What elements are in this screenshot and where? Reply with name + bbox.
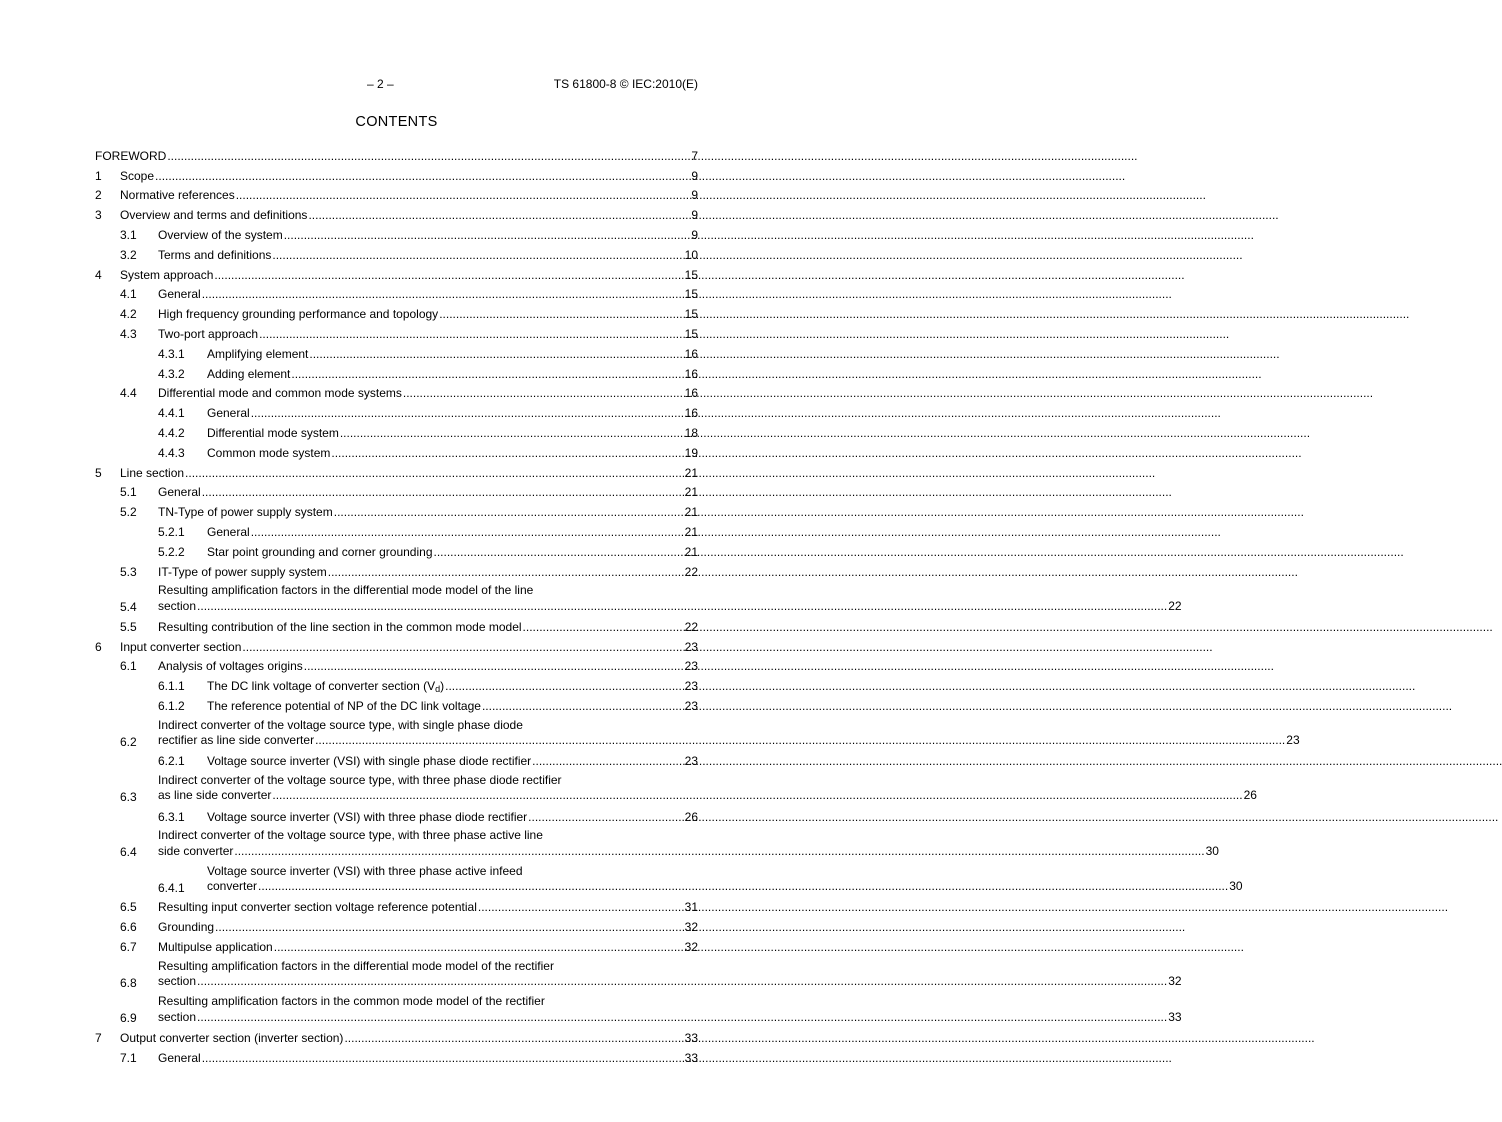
toc-entry-title: Analysis of voltages origins <box>158 659 303 674</box>
toc-entry-title: Terms and definitions <box>158 247 272 262</box>
toc-entry-number: 4.4 <box>120 386 137 401</box>
toc-entry-number: 5.4 <box>120 600 137 615</box>
toc-entry[interactable] <box>95 501 698 521</box>
toc-entry-number: 4.3.1 <box>158 346 185 361</box>
toc-entry-page: 16 <box>684 366 698 381</box>
toc-entry-title: Multipulse application <box>158 940 273 954</box>
dot-leader <box>523 620 684 634</box>
toc-entry-page: 22 <box>684 564 698 579</box>
toc-entry[interactable] <box>95 185 698 205</box>
toc-entry-number: 4.2 <box>120 307 137 322</box>
toc-entry-page: 9 <box>691 227 698 242</box>
dot-leader <box>251 406 684 420</box>
toc-entry-title: The DC link voltage of converter section $(V_d)$ <box>207 679 445 695</box>
toc-entry-title: High frequency grounding performance and topology <box>158 307 439 322</box>
toc-entry-page: 21 <box>684 485 698 500</box>
toc-entry[interactable] <box>95 715 1300 751</box>
toc-entry[interactable] <box>95 561 698 581</box>
dot-leader <box>274 940 684 954</box>
toc-entry-number: 6.8 <box>120 975 137 990</box>
dot-leader <box>167 149 690 163</box>
toc-entry-page: 16 <box>684 406 698 421</box>
toc-entry-title: Voltage source inverter (VSI) with three phase active infeed <box>207 863 523 878</box>
toc-entry[interactable] <box>95 1047 698 1067</box>
toc-entry-number: 5 <box>95 465 102 480</box>
toc-entry-number: 6.1.1 <box>158 679 185 694</box>
dot-leader <box>242 640 683 654</box>
toc-entry-title: Common mode system <box>207 445 331 460</box>
toc-entry-page: 9 <box>691 208 698 223</box>
toc-entry[interactable] <box>95 770 1257 806</box>
toc-entry[interactable] <box>95 244 698 264</box>
toc-entry-title: Voltage source inverter (VSI) with three phase diode rectifier <box>207 809 528 824</box>
toc-entry-page: 21 <box>684 505 698 520</box>
dot-leader <box>309 347 683 361</box>
toc-entry-page: 33 <box>684 1050 698 1065</box>
toc-entry-title: Input converter section <box>120 639 242 654</box>
toc-entry-number: 4.3 <box>120 326 137 341</box>
toc-entry[interactable] <box>95 303 698 323</box>
toc-entry-number: 6.2.1 <box>158 754 185 769</box>
toc-entry[interactable] <box>95 383 698 403</box>
toc-entry[interactable] <box>95 695 698 715</box>
toc-entry-number: 5.3 <box>120 564 137 579</box>
toc-entry-title: Resulting amplification factors in the differential mode model of the line <box>158 583 534 598</box>
toc-entry-title: FOREWORD <box>95 148 167 163</box>
toc-entry-title: Resulting input converter section voltage reference potential <box>158 900 477 915</box>
toc-entry[interactable] <box>95 936 698 956</box>
toc-entry[interactable] <box>95 422 698 442</box>
toc-entry-page: 15 <box>684 307 698 322</box>
toc-entry-page: 31 <box>684 900 698 915</box>
toc-entry-page: 33 <box>1168 1009 1182 1024</box>
toc-entry-title: Two-port approach <box>158 326 259 341</box>
toc-entry-title: Indirect converter of the voltage source type, with three phase diode rectifier <box>158 772 562 787</box>
dot-leader <box>155 169 690 183</box>
dot-leader <box>439 307 683 321</box>
toc-entry-title: General <box>207 406 250 421</box>
toc-entry-number: 6.5 <box>120 900 137 915</box>
dot-leader <box>202 287 684 301</box>
toc-entry-title: Resulting amplification factors in the differential mode model of the rectifier <box>158 958 554 973</box>
toc-entry-title: General <box>158 485 201 500</box>
toc-entry[interactable] <box>95 861 1243 897</box>
toc-entry-title: Resulting contribution of the line section in the common mode model <box>158 619 522 634</box>
toc-entry-page: 22 <box>684 619 698 634</box>
toc-entry[interactable] <box>95 442 698 462</box>
toc-entry-title-continued: section <box>158 974 197 988</box>
toc-entry[interactable] <box>95 145 698 165</box>
toc-entry-title: Indirect converter of the voltage source type, with single phase diode <box>158 717 523 732</box>
toc-entry-number: 4.4.1 <box>158 406 185 421</box>
dot-leader <box>445 679 684 693</box>
toc-entry-page: 23 <box>684 699 698 714</box>
toc-entry-title-continued: converter <box>207 879 258 894</box>
toc-entry-number: 5.2.2 <box>158 544 185 559</box>
toc-entry-page: 19 <box>684 445 698 460</box>
toc-entry-number: 5.2 <box>120 505 137 520</box>
toc-entry[interactable] <box>95 204 698 224</box>
toc-entry-number: 6.3.1 <box>158 809 185 824</box>
toc-entry[interactable] <box>95 897 698 917</box>
toc-entry-number: 6 <box>95 639 102 654</box>
toc-entry[interactable] <box>95 462 698 482</box>
toc-entry-number: 4.4.3 <box>158 445 185 460</box>
toc-entry-title-continued: side converter <box>158 843 234 858</box>
toc-entry-page: 23 <box>684 639 698 654</box>
toc-entry-page: 15 <box>684 287 698 302</box>
toc-entry-page: 7 <box>691 148 698 163</box>
dot-leader <box>434 545 684 559</box>
dot-leader <box>197 1010 1167 1026</box>
toc-entry-title: Differential mode system <box>207 425 339 440</box>
dot-leader <box>272 788 1242 804</box>
dot-leader <box>532 754 683 768</box>
dot-leader <box>528 810 683 824</box>
toc-entry-page: 15 <box>684 267 698 282</box>
toc-entry-page: 9 <box>691 188 698 203</box>
toc-entry-title: Overview and terms and definitions <box>120 208 308 223</box>
toc-entry-title: Normative references <box>120 188 235 203</box>
toc-entry-page: 16 <box>684 386 698 401</box>
toc-entry[interactable] <box>95 264 698 284</box>
toc-entry-number: 4 <box>95 267 102 282</box>
toc-entry[interactable] <box>95 916 698 936</box>
toc-entry-title: IT-Type of power supply system <box>158 564 327 579</box>
toc-entry[interactable] <box>95 656 698 676</box>
toc-entry-title-continued: as line side converter <box>158 788 272 803</box>
toc-entry-page: 22 <box>1168 598 1182 613</box>
toc-entry-number: 7.1 <box>120 1050 137 1065</box>
toc-entry-title-continued: section <box>158 1009 197 1024</box>
toc-entry[interactable] <box>95 675 698 695</box>
dot-leader <box>202 485 684 499</box>
toc-entry[interactable] <box>95 323 698 343</box>
dot-leader <box>304 659 684 673</box>
toc-entry-number: 6.9 <box>120 1011 137 1025</box>
dot-leader <box>291 367 683 381</box>
toc-entry-title: Resulting amplification factors in the common mode model of the rectifier <box>158 994 545 1008</box>
toc-entry-page: 23 <box>684 679 698 694</box>
toc-entry-number: 5.5 <box>120 619 137 634</box>
toc-entry-page: 30 <box>1229 879 1243 894</box>
toc-entry-page: 33 <box>684 1030 698 1045</box>
toc-entry[interactable] <box>95 284 698 304</box>
toc-entry-title: General <box>207 524 250 539</box>
toc-entry[interactable] <box>95 636 698 656</box>
toc-entry-number: 6.2 <box>120 734 137 749</box>
toc-entry-title: Amplifying element <box>207 346 309 361</box>
dot-leader <box>403 386 684 400</box>
dot-leader <box>251 525 684 539</box>
dot-leader <box>328 565 684 579</box>
dot-leader <box>482 699 684 713</box>
toc-entry-title: System approach <box>120 267 214 282</box>
toc-entry-number: 4.1 <box>120 287 137 302</box>
toc-entry[interactable] <box>95 616 698 636</box>
toc-entry-number: 6.1.2 <box>158 699 185 714</box>
toc-entry-number: 5.2.1 <box>158 524 185 539</box>
toc-entry[interactable] <box>95 482 698 502</box>
dot-leader <box>340 426 684 440</box>
toc-entry[interactable] <box>95 1027 698 1047</box>
toc-entry-title: Output converter section (inverter section) <box>120 1030 344 1045</box>
toc-entry-number: 6.1 <box>120 659 137 674</box>
dot-leader <box>234 844 1204 860</box>
toc-entry-page: 21 <box>684 544 698 559</box>
toc-entry-page: 26 <box>1243 788 1257 803</box>
toc-entry-page: 23 <box>684 659 698 674</box>
dot-leader <box>478 900 684 914</box>
toc-entry-number: 6.3 <box>120 789 137 804</box>
toc-entry-title: Indirect converter of the voltage source type, with three phase active line <box>158 828 543 843</box>
toc-entry-page: 32 <box>684 940 698 954</box>
toc-entry-number: 6.7 <box>120 940 137 954</box>
dot-leader <box>315 733 1285 749</box>
toc-entry-page: 10 <box>684 247 698 262</box>
toc-entry-number: 2 <box>95 188 102 203</box>
toc-entry-title: General <box>158 1050 201 1065</box>
dot-leader <box>334 505 684 519</box>
dot-leader <box>344 1031 683 1045</box>
toc-entry[interactable] <box>95 224 698 244</box>
toc-entry-page: 15 <box>684 326 698 341</box>
toc-entry-page: 9 <box>691 168 698 183</box>
toc-entry-number: 6.4.1 <box>158 880 185 895</box>
toc-entry-number: 3.1 <box>120 227 137 242</box>
toc-entry[interactable] <box>95 751 698 771</box>
toc-entry[interactable] <box>95 521 698 541</box>
dot-leader <box>331 446 683 460</box>
dot-leader <box>259 327 684 341</box>
dot-leader <box>197 599 1167 615</box>
dot-leader <box>308 208 690 222</box>
toc-entry-title: TN-Type of power supply system <box>158 505 333 520</box>
table-of-contents <box>95 145 1300 1067</box>
toc-entry-title: Grounding <box>158 920 215 935</box>
dot-leader <box>214 268 683 282</box>
toc-entry-title: Voltage source inverter (VSI) with single phase diode rectifier <box>207 754 532 769</box>
dot-leader <box>197 974 1167 990</box>
toc-entry-number: 3 <box>95 208 102 223</box>
toc-entry[interactable] <box>95 541 698 561</box>
dot-leader <box>258 879 1228 895</box>
toc-entry-number: 4.4.2 <box>158 425 185 440</box>
dot-leader <box>236 188 691 202</box>
toc-entry-number: 3.2 <box>120 247 137 262</box>
toc-entry-page: 30 <box>1205 843 1219 858</box>
toc-entry-title-continued: section <box>158 598 197 613</box>
page-title: CONTENTS <box>355 114 438 130</box>
toc-entry-page: 16 <box>684 346 698 361</box>
toc-entry[interactable] <box>95 956 1182 992</box>
toc-entry[interactable] <box>95 581 1182 617</box>
toc-entry[interactable] <box>95 806 698 826</box>
toc-entry-number: 6.6 <box>120 920 137 935</box>
toc-entry-page: 32 <box>1168 974 1182 988</box>
toc-entry-page: 21 <box>684 465 698 480</box>
toc-entry-number: 5.1 <box>120 485 137 500</box>
toc-entry-title: Star point grounding and corner grounding <box>207 544 433 559</box>
toc-entry-page: 21 <box>684 524 698 539</box>
toc-entry-title-continued: rectifier as line side converter <box>158 733 315 748</box>
dot-leader <box>215 920 684 934</box>
toc-entry-title: Scope <box>120 168 155 183</box>
dot-leader <box>202 1051 684 1065</box>
toc-entry[interactable] <box>95 363 698 383</box>
toc-entry-title: General <box>158 287 201 302</box>
toc-entry-title: Differential mode and common mode systems <box>158 386 402 401</box>
toc-entry[interactable] <box>95 402 698 422</box>
toc-entry[interactable] <box>95 826 1219 862</box>
toc-entry-page: 23 <box>1286 733 1300 748</box>
toc-entry-page: 23 <box>684 754 698 769</box>
toc-entry[interactable] <box>95 165 698 185</box>
toc-entry-title: Adding element <box>207 366 291 381</box>
toc-entry-number: 1 <box>95 168 102 183</box>
toc-entry-number: 7 <box>95 1030 102 1045</box>
toc-entry-title: Overview of the system <box>158 227 283 242</box>
page-number: – 2 – <box>367 77 394 91</box>
dot-leader <box>272 248 683 262</box>
toc-entry-number: 4.3.2 <box>158 366 185 381</box>
toc-entry-number: 6.4 <box>120 845 137 860</box>
toc-entry-title: The reference potential of NP of the DC link voltage <box>207 699 481 714</box>
dot-leader <box>284 228 691 242</box>
toc-entry-page: 32 <box>684 920 698 935</box>
toc-entry-page: 18 <box>684 425 698 440</box>
toc-entry[interactable] <box>95 343 698 363</box>
toc-entry-title: Line section <box>120 465 185 480</box>
document-reference: TS 61800-8 © IEC:2010(E) <box>553 77 698 91</box>
toc-entry[interactable] <box>95 992 1182 1028</box>
dot-leader <box>185 466 684 480</box>
toc-entry-page: 26 <box>684 809 698 824</box>
